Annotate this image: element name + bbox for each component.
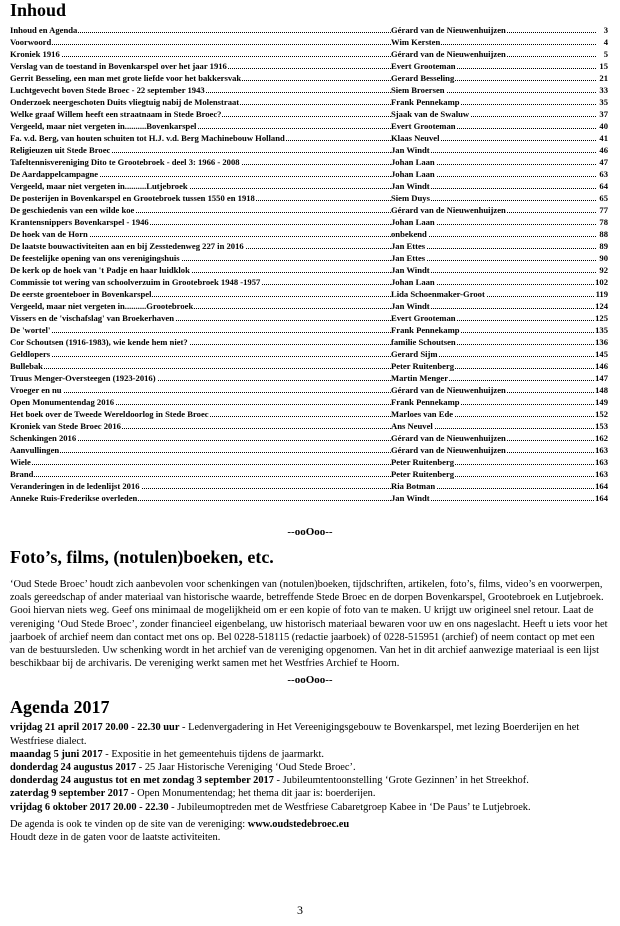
toc-entry-title: Vergeeld, maar niet vergeten in..........Lutjebroek xyxy=(10,180,391,192)
toc-entry-author: Lida Schoenmaker-Groot xyxy=(391,288,596,300)
toc-entry xyxy=(10,120,610,132)
toc-entry-title: Veranderingen in de ledenlijst 2016 xyxy=(10,480,391,492)
toc-heading: Inhoud xyxy=(10,0,67,20)
toc-entry xyxy=(10,420,610,432)
section-separator-2: --ooOoo-- xyxy=(287,674,333,687)
agenda-item-text: - Ledenvergadering in Het Vereenigingsgebouw te Bovenkarspel, met lezing Boerderijen en het Westfriese dialect. xyxy=(10,722,580,747)
toc-entry xyxy=(10,192,610,204)
agenda-item-date: donderdag 24 augustus tot en met zondag 3 september 2017 xyxy=(10,775,274,787)
toc-entry-page: 102 xyxy=(595,277,608,287)
toc-entry-page: 163 xyxy=(595,457,608,467)
toc-entry-author: Siem Broersen xyxy=(391,84,596,96)
toc-entry xyxy=(10,492,610,504)
toc-entry-author: Gerard Besseling xyxy=(391,72,596,84)
toc-entry xyxy=(10,336,610,348)
toc-entry-author: Klaas Neuvel xyxy=(391,132,596,144)
toc-entry-author: Evert Grooteman xyxy=(391,312,596,324)
toc-entry xyxy=(10,60,610,72)
toc-entry-page: 64 xyxy=(599,181,608,191)
toc-entry-page: 162 xyxy=(595,433,608,443)
toc-entry-page: 145 xyxy=(595,349,608,359)
agenda-heading: Agenda 2017 xyxy=(10,697,110,718)
toc-entry xyxy=(10,180,610,192)
toc-entry xyxy=(10,36,610,48)
toc-entry-author: Frank Pennekamp xyxy=(391,396,596,408)
toc-entry-title: De laatste bouwactiviteiten aan en bij Zesstedenweg 227 in 2016 xyxy=(10,240,391,252)
agenda-item-date: zaterdag 9 september 2017 xyxy=(10,788,129,800)
toc-entry-page: 136 xyxy=(595,337,608,347)
section-separator: --ooOoo-- xyxy=(287,526,333,538)
toc-entry-title: Open Monumentendag 2016 xyxy=(10,396,391,408)
toc-entry-author: Gérard van de Nieuwenhuijzen xyxy=(391,24,596,36)
page-number: 3 xyxy=(297,903,303,917)
toc-entry-author: Jan Windt xyxy=(391,144,596,156)
toc-entry-title: Vissers en de 'vischafslag' van Broekerhaven xyxy=(10,312,391,324)
toc-entry-author: familie Schoutsen xyxy=(391,336,596,348)
toc-entry-page: 125 xyxy=(595,313,608,323)
toc-entry-page: 41 xyxy=(599,133,608,143)
toc-entry xyxy=(10,324,610,336)
toc-entry-author: Ans Neuvel xyxy=(391,420,596,432)
toc-entry-author: Jan Ettes xyxy=(391,240,596,252)
toc-entry xyxy=(10,228,610,240)
toc-entry-page: 63 xyxy=(599,169,608,179)
toc-entry-title: Onderzoek neergeschoten Duits vliegtuig nabij de Molenstraat xyxy=(10,96,391,108)
toc-entry-page: 4 xyxy=(603,37,608,47)
toc-entry xyxy=(10,108,610,120)
toc-entry-page: 40 xyxy=(599,121,608,131)
website-link[interactable]: www.oudstedebroec.eu xyxy=(247,818,350,830)
toc-entry-title: Schenkingen 2016 xyxy=(10,432,391,444)
toc-entry-title: Voorwoord xyxy=(10,36,391,48)
agenda-item-text: - 25 Jaar Historische Vereniging ‘Oud Stede Broec’. xyxy=(136,762,356,774)
agenda-item xyxy=(10,787,610,800)
toc-entry-title: Bullebak xyxy=(10,360,391,372)
toc-entry-author: Gérard van de Nieuwenhuijzen xyxy=(391,384,596,396)
toc-entry-title: Luchtgevecht boven Stede Broec - 22 september 1943 xyxy=(10,84,391,96)
toc-entry-page: 152 xyxy=(595,409,608,419)
toc-entry-title: Cor Schoutsen (1916-1983), wie kende hem niet? xyxy=(10,336,391,348)
toc-entry-page: 77 xyxy=(599,205,608,215)
toc-entry xyxy=(10,456,610,468)
toc-entry-title: De eerste groenteboer in Bovenkarspel xyxy=(10,288,391,300)
toc-entry-page: 37 xyxy=(599,109,608,119)
agenda-item-date: maandag 5 juni 2017 xyxy=(10,748,103,760)
toc-entry-title: De posterijen in Bovenkarspel en Grootebroek tussen 1550 en 1918 xyxy=(10,192,391,204)
toc-entry-author: Gérard van de Nieuwenhuijzen xyxy=(391,204,596,216)
toc-entry-title: De geschiedenis van een wilde koe xyxy=(10,204,391,216)
toc-list xyxy=(10,24,610,504)
toc-entry-page: 119 xyxy=(595,289,608,299)
toc-entry-author: Jan Windt xyxy=(391,492,596,504)
toc-entry xyxy=(10,264,610,276)
toc-entry-author: Gerard Sijm xyxy=(391,348,596,360)
toc-entry xyxy=(10,216,610,228)
toc-entry-author: Jan Windt xyxy=(391,180,596,192)
toc-entry-title: Wiele xyxy=(10,456,391,468)
toc-entry-page: 149 xyxy=(595,397,608,407)
toc-entry-author: Siem Duys xyxy=(391,192,596,204)
toc-entry-title: Kroniek van Stede Broec 2016 xyxy=(10,420,391,432)
agenda-item-text: - Jubileumtentoonstelling ‘Grote Gezinnen’ in het Streekhof. xyxy=(273,775,529,787)
toc-entry xyxy=(10,288,610,300)
toc-entry xyxy=(10,204,610,216)
toc-entry-author: Jan Windt xyxy=(391,264,596,276)
toc-entry xyxy=(10,384,610,396)
toc-entry-title: Religieuzen uit Stede Broec xyxy=(10,144,391,156)
toc-entry xyxy=(10,84,610,96)
toc-entry-page: 3 xyxy=(603,25,608,35)
agenda-item xyxy=(10,801,610,814)
toc-entry-author: Gérard van de Nieuwenhuijzen xyxy=(391,48,596,60)
toc-entry-page: 47 xyxy=(599,157,608,167)
toc-entry xyxy=(10,276,610,288)
toc-entry-title: Geldlopers xyxy=(10,348,391,360)
toc-entry-page: 164 xyxy=(595,481,608,491)
toc-entry-page: 124 xyxy=(595,301,608,311)
toc-entry-title: Welke graaf Willem heeft een straatnaam in Stede Broec? xyxy=(10,108,391,120)
toc-entry-author: Johan Laan xyxy=(391,156,596,168)
toc-entry-page: 89 xyxy=(599,241,608,251)
toc-entry-author: Johan Laan xyxy=(391,276,596,288)
toc-entry xyxy=(10,468,610,480)
toc-entry-title: De kerk op de hoek van 't Padje en haar luidklok xyxy=(10,264,391,276)
toc-entry-page: 78 xyxy=(599,217,608,227)
photos-heading: Foto’s, films, (notulen)boeken, etc. xyxy=(10,547,274,567)
toc-entry-author: Gérard van de Nieuwenhuijzen xyxy=(391,444,596,456)
toc-entry-title: Krantensnippers Bovenkarspel - 1946 xyxy=(10,216,391,228)
toc-entry-page: 5 xyxy=(603,49,608,59)
agenda-item xyxy=(10,748,610,761)
toc-entry xyxy=(10,300,610,312)
toc-entry-title: Vergeeld, maar niet vergeten in..........Grootebroek xyxy=(10,300,391,312)
toc-entry xyxy=(10,372,610,384)
toc-entry xyxy=(10,432,610,444)
toc-entry-author: Gérard van de Nieuwenhuijzen xyxy=(391,432,596,444)
toc-entry-author: Peter Ruitenberg xyxy=(391,360,596,372)
toc-entry-author: Evert Grooteman xyxy=(391,120,596,132)
toc-entry xyxy=(10,408,610,420)
toc-entry-author: Peter Ruitenberg xyxy=(391,456,596,468)
toc-entry-title: Brand xyxy=(10,468,391,480)
toc-entry-title: Het boek over de Tweede Wereldoorlog in Stede Broec xyxy=(10,408,391,420)
agenda-item xyxy=(10,721,610,747)
agenda-item-text: - Expositie in het gemeentehuis tijdens de jaarmarkt. xyxy=(102,748,324,760)
toc-entry-author: Jan Ettes xyxy=(391,252,596,264)
agenda-item xyxy=(10,774,610,787)
toc-entry-author: Marloes van Ede xyxy=(391,408,596,420)
toc-entry-author: Jan Windt xyxy=(391,300,596,312)
toc-entry xyxy=(10,312,610,324)
toc-entry xyxy=(10,96,610,108)
toc-entry-title: Vergeeld, maar niet vergeten in..........Bovenkarspel xyxy=(10,120,391,132)
toc-entry-author: Evert Grooteman xyxy=(391,60,596,72)
toc-entry-page: 21 xyxy=(599,73,608,83)
toc-entry xyxy=(10,444,610,456)
toc-entry-page: 90 xyxy=(599,253,608,263)
toc-entry xyxy=(10,168,610,180)
agenda-item-date: vrijdag 6 oktober 2017 20.00 - 22.30 xyxy=(10,801,169,813)
toc-entry-page: 15 xyxy=(599,61,608,71)
toc-entry-page: 163 xyxy=(595,469,608,479)
agenda-item-text: - Jubileumoptreden met de Westfriese Cabaretgroep Kabee in ‘De Paus’ te Lutjebroek. xyxy=(168,801,531,813)
toc-entry-page: 46 xyxy=(599,145,608,155)
toc-entry-title: Aanvullingen xyxy=(10,444,391,456)
agenda-list xyxy=(10,721,610,813)
toc-entry-page: 33 xyxy=(599,85,608,95)
agenda-item xyxy=(10,761,610,774)
toc-entry-author: Johan Laan xyxy=(391,216,596,228)
toc-entry-page: 146 xyxy=(595,361,608,371)
toc-entry-page: 35 xyxy=(599,97,608,107)
toc-entry-title: De 'wortel' xyxy=(10,324,391,336)
toc-entry xyxy=(10,24,610,36)
toc-entry-author: Johan Laan xyxy=(391,168,596,180)
toc-entry-title: De feestelijke opening van ons verenigingshuis xyxy=(10,252,391,264)
toc-entry-page: 163 xyxy=(595,445,608,455)
toc-entry-author: Frank Pennekamp xyxy=(391,96,596,108)
toc-entry xyxy=(10,156,610,168)
toc-entry-author: Martin Menger xyxy=(391,372,596,384)
toc-entry-title: Truus Menger-Oversteegen (1923-2016) xyxy=(10,372,391,384)
toc-entry xyxy=(10,252,610,264)
toc-entry-title: Inhoud en Agenda xyxy=(10,24,391,36)
toc-entry-title: De Aardappelcampagne xyxy=(10,168,391,180)
toc-entry-title: Fa. v.d. Berg, van houten schuiten tot H.J. v.d. Berg Machinebouw Holland xyxy=(10,132,391,144)
toc-entry-title: Anneke Ruis-Frederikse overleden xyxy=(10,492,391,504)
toc-entry-page: 92 xyxy=(599,265,608,275)
agenda-site-line xyxy=(10,818,610,831)
agenda-item-text: - Open Monumentendag; het thema dit jaar is: boerderijen. xyxy=(128,788,376,800)
toc-entry-page: 65 xyxy=(599,193,608,203)
toc-entry-page: 153 xyxy=(595,421,608,431)
document-page xyxy=(10,0,610,844)
toc-entry xyxy=(10,396,610,408)
toc-entry xyxy=(10,132,610,144)
agenda-site-prefix: De agenda is ook te vinden op de site van de vereniging: xyxy=(10,818,248,830)
toc-entry-page: 148 xyxy=(595,385,608,395)
toc-entry-title: Vroeger en nu xyxy=(10,384,391,396)
toc-entry-title: Verslag van de toestand in Bovenkarspel over het jaar 1916 xyxy=(10,60,391,72)
toc-entry xyxy=(10,360,610,372)
toc-entry-page: 135 xyxy=(595,325,608,335)
toc-entry-page: 88 xyxy=(599,229,608,239)
agenda-item-date: vrijdag 21 april 2017 20.00 - 22.30 uur xyxy=(10,722,180,734)
photos-paragraph: ‘Oud Stede Broec’ houdt zich aanbevolen voor schenkingen van (notulen)boeken, tijdschriften, artikelen, foto’s, films, video’s en voorwerpen, zoals gereedschap of ander materiaal van historische waarde, betreffende Stede Broec en de dorpen Bovenkarspel, Grootebroek en Lutjebroek. Gooi hiervan niets weg. Geef ons minimaal de mogelijkheid om er een kopie of foto van te maken. U krijgt uw origineel snel retour. Laat de vereniging ‘Oud Stede Broec’, zonder financieel eigenbelang, uw historisch materiaal bewaren voor uw en ons nageslacht. Heeft u iets voor het jaarboek of archief neem dan contact met ons op. Bel 0228-518115 (redactie jaarboek) of 0228-515951 (archief) of neem contact op met een van de bestuursleden. Uw schenking wordt in het archief van de vereniging opgenomen. Van het in dit archief aanwezige materiaal is een lijst beschikbaar bij de archivaris. De vereniging werkt samen met het Westfries Archief te Hoorn. xyxy=(10,579,608,670)
toc-entry-author: Ria Botman xyxy=(391,480,596,492)
toc-entry-title: Tafeltennisvereniging Dito te Grootebroek - deel 3: 1966 - 2008 xyxy=(10,156,391,168)
toc-entry xyxy=(10,72,610,84)
toc-entry-title: De hoek van de Horn xyxy=(10,228,391,240)
toc-entry-title: Commissie tot wering van schoolverzuim in Grootebroek 1948 -1957 xyxy=(10,276,391,288)
toc-entry-author: Sjaak van de Swaluw xyxy=(391,108,596,120)
toc-entry-author: Frank Pennekamp xyxy=(391,324,596,336)
toc-entry xyxy=(10,348,610,360)
toc-entry xyxy=(10,144,610,156)
toc-entry-author: Peter Ruitenberg xyxy=(391,468,596,480)
toc-entry xyxy=(10,48,610,60)
agenda-closing: Houdt deze in de gaten voor de laatste activiteiten. xyxy=(10,832,221,844)
toc-entry-page: 164 xyxy=(595,493,608,503)
toc-entry-title: Gerrit Besseling, een man met grote liefde voor het bakkersvak xyxy=(10,72,391,84)
toc-entry-title: Kroniek 1916 xyxy=(10,48,391,60)
toc-entry xyxy=(10,480,610,492)
toc-entry-author: Wim Kersten xyxy=(391,36,596,48)
toc-entry-page: 147 xyxy=(595,373,608,383)
toc-entry-author: onbekend xyxy=(391,228,596,240)
toc-entry xyxy=(10,240,610,252)
agenda-item-date: donderdag 24 augustus 2017 xyxy=(10,762,137,774)
